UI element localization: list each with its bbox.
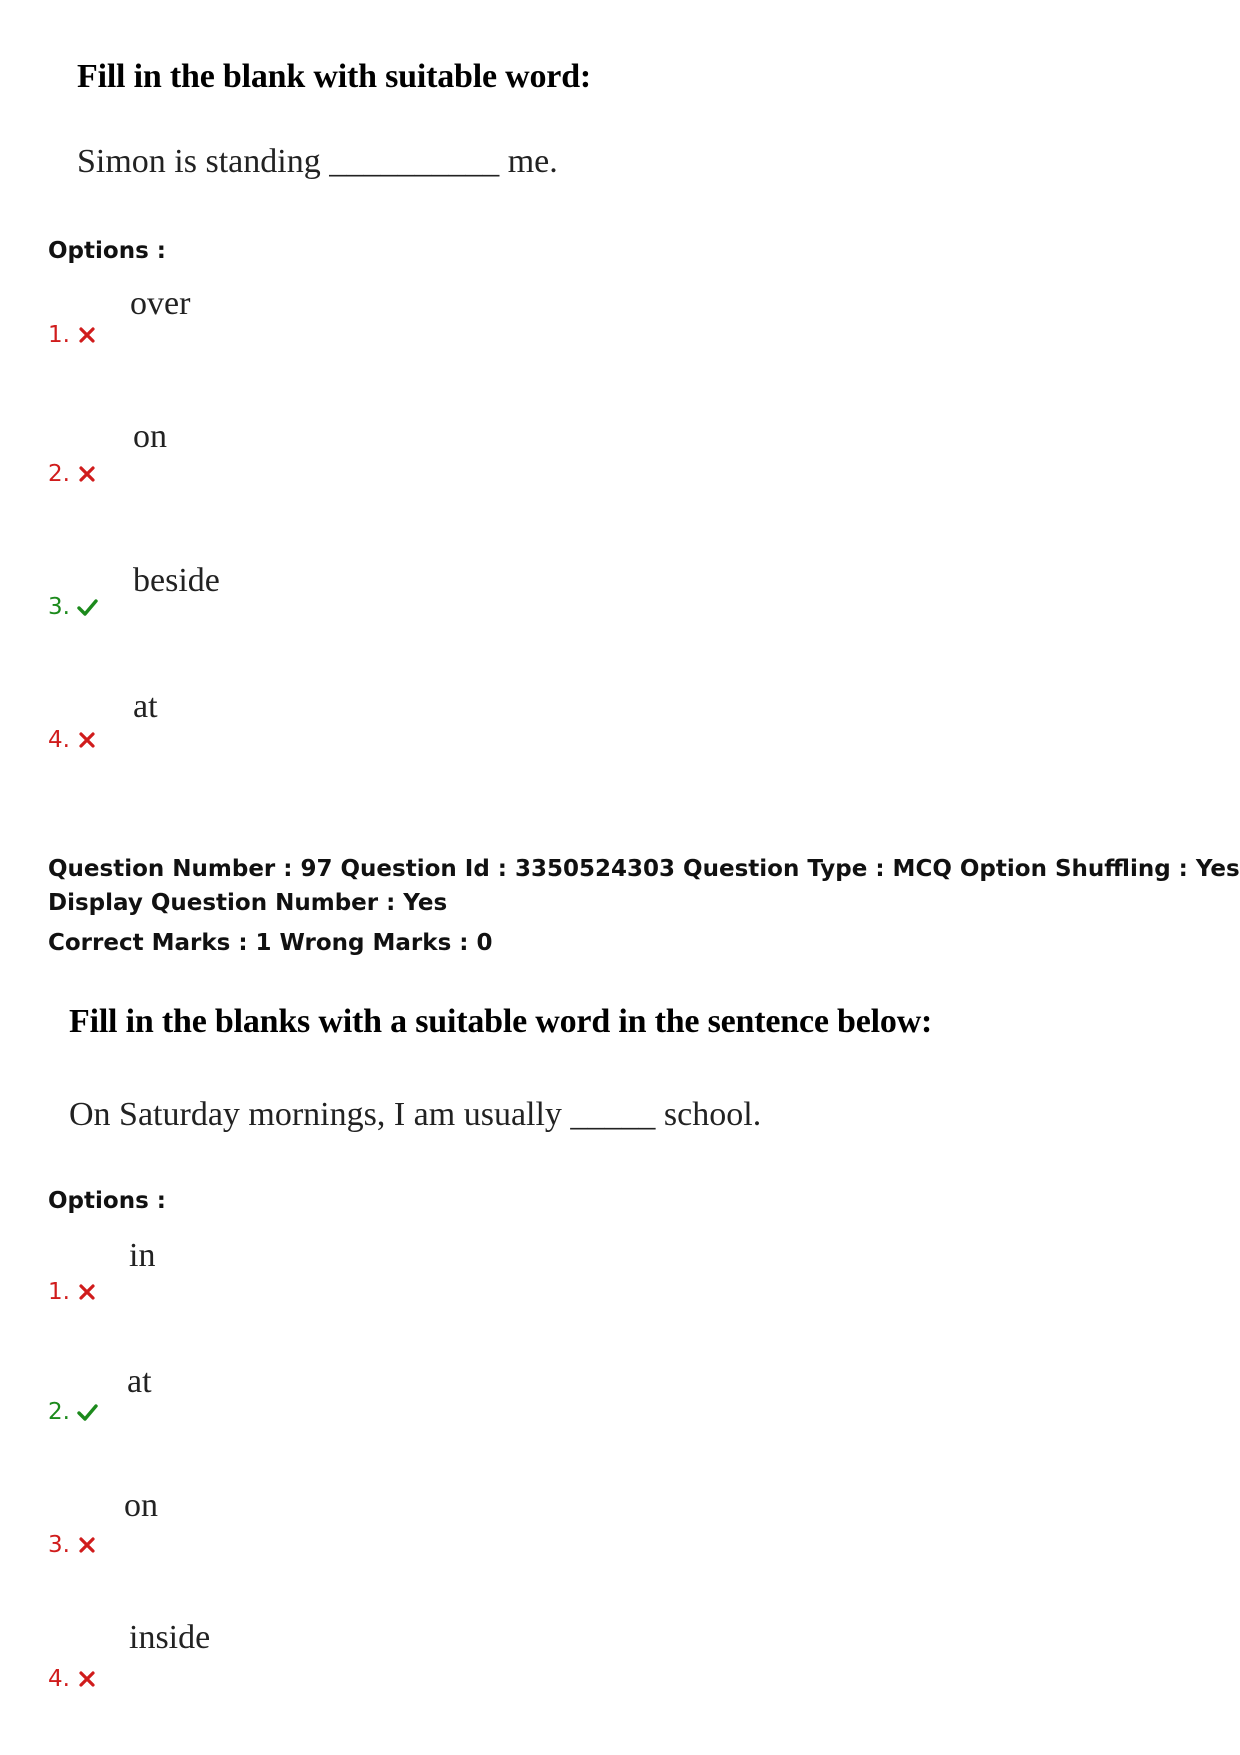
check-icon [76,1401,98,1423]
question-1-option-1-text: over [130,285,191,322]
question-2-option-1[interactable] [48,1279,98,1305]
question-2-option-3[interactable] [48,1532,98,1558]
option-number: 2. [48,1399,70,1425]
option-number: 4. [48,1666,70,1692]
cross-icon [76,729,98,751]
question-2-option-2[interactable] [48,1399,98,1425]
question-1-sentence: Simon is standing __________ me. [77,143,558,180]
question-2-option-1-text: in [129,1237,156,1274]
option-number: 2. [48,461,70,487]
question-1-option-2-text: on [133,418,167,455]
question-1-option-3-text: beside [133,562,220,599]
option-number: 1. [48,322,70,348]
option-number: 3. [48,1532,70,1558]
question-2-options-label: Options : [48,1188,166,1214]
cross-icon [76,1668,98,1690]
question-meta-line-3: Correct Marks : 1 Wrong Marks : 0 [48,930,493,956]
question-1-option-3[interactable] [48,594,98,620]
question-meta [48,852,1240,960]
question-1-option-4-text: at [133,688,158,725]
check-icon [76,596,98,618]
question-1-option-2[interactable] [48,461,98,487]
cross-icon [76,1534,98,1556]
question-2-option-4-text: inside [129,1619,211,1656]
question-2-option-3-text: on [124,1487,158,1524]
cross-icon [76,463,98,485]
question-meta-line-2: Display Question Number : Yes [48,890,448,916]
cross-icon [76,324,98,346]
question-2-sentence: On Saturday mornings, I am usually _____ school. [69,1096,762,1133]
option-number: 1. [48,1279,70,1305]
question-meta-line-1: Question Number : 97 Question Id : 3350524303 Question Type : MCQ Option Shuffling : Yes [48,856,1240,882]
question-1-option-4[interactable] [48,727,98,753]
question-1-heading: Fill in the blank with suitable word: [77,58,592,95]
question-2-heading: Fill in the blanks with a suitable word in the sentence below: [69,1003,933,1040]
cross-icon [76,1281,98,1303]
question-2-option-4[interactable] [48,1666,98,1692]
option-number: 3. [48,594,70,620]
question-1-option-1[interactable] [48,322,98,348]
option-number: 4. [48,727,70,753]
question-2-option-2-text: at [127,1363,152,1400]
question-1-options-label: Options : [48,238,166,264]
